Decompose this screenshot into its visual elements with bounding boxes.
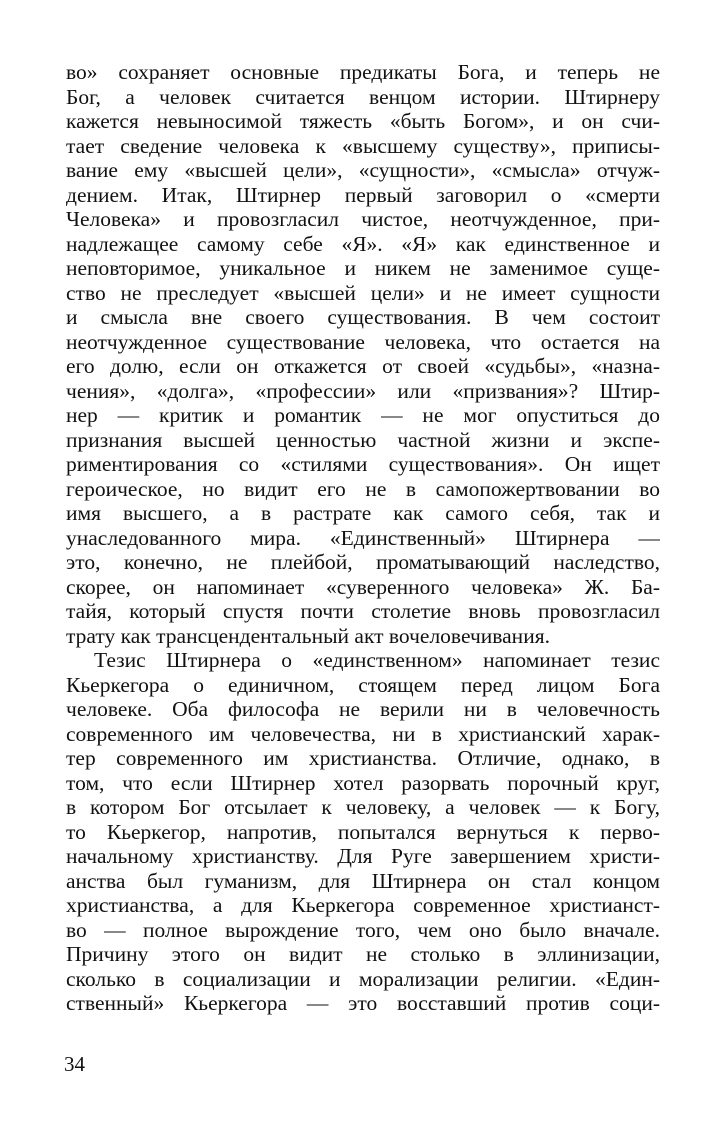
text-line: унаследованного мира. «Единственный» Штирнера — <box>66 525 660 550</box>
text-line: и смысла вне своего существования. В чем состоит <box>66 305 660 329</box>
text-line: Бог, а человек считается венцом истории. Штирнеру <box>66 84 660 109</box>
text-line: его долю, если он откажется от своей «судьбы», «назна- <box>66 354 660 378</box>
text-line: риментирования со «стилями существования». Он ищет <box>66 452 660 476</box>
text-line: героическое, но видит его не в самопожертвовании во <box>66 476 660 501</box>
text-line: во» сохраняет основные предикаты Бога, и теперь не <box>66 60 660 84</box>
text-line: нер — критик и романтик — не мог опуститься до <box>66 403 660 427</box>
text-line: вание ему «высшей цели», «сущности», «смысла» отчуж- <box>66 158 660 182</box>
text-line: ственный» Кьеркегора — это восставший против соци- <box>66 991 660 1015</box>
text-line: неотчужденное существование человека, что остается на <box>66 329 660 354</box>
text-line: трату как трансцендентальный акт вочеловечивания. <box>66 623 550 648</box>
text-line: христианства, а для Кьеркегора современное христианст- <box>66 893 660 917</box>
paragraph <box>66 60 660 648</box>
text-line: тает сведение человека к «высшему существу», приписы- <box>66 133 660 158</box>
text-line: Причину этого он видит не столько в эллинизации, <box>66 942 660 966</box>
text-line: надлежащее самому себе «Я». «Я» как единственное и <box>66 231 660 256</box>
text-line: сколько в социализации и морализации религии. «Един- <box>66 966 660 991</box>
text-line: признания высшей ценностью частной жизни и экспе- <box>66 427 660 452</box>
body-text <box>66 60 660 1016</box>
text-line: Тезис Штирнера о «единственном» напоминает тезис <box>94 648 660 672</box>
text-line: человеке. Оба философа не верили ни в человечность <box>66 697 660 721</box>
text-line: тер современного им христианства. Отличие, однако, в <box>66 746 660 770</box>
text-line: том, что если Штирнер хотел разорвать порочный круг, <box>66 770 660 795</box>
text-line: в котором Бог отсылает к человеку, а человек — к Богу, <box>66 795 660 819</box>
text-line: Человека» и провозгласил чистое, неотчужденное, при- <box>66 207 660 231</box>
text-line: кажется невыносимой тяжесть «быть Богом», и он счи- <box>66 109 660 133</box>
text-line: то Кьеркегор, напротив, попытался вернуться к перво- <box>66 819 660 844</box>
text-line: тайя, который спустя почти столетие вновь провозгласил <box>66 599 660 623</box>
page-number: 34 <box>64 1052 85 1076</box>
text-line: неповторимое, уникальное и никем не заменимое суще- <box>66 256 660 280</box>
text-line: современного им человечества, ни в христианский харак- <box>66 721 660 746</box>
text-line: ство не преследует «высшей цели» и не имеет сущности <box>66 280 660 305</box>
text-line: анства был гуманизм, для Штирнера он стал концом <box>66 868 660 893</box>
text-line: имя высшего, а в растрате как самого себя, так и <box>66 501 660 525</box>
text-line: начальному христианству. Для Руге завершением христи- <box>66 844 660 868</box>
text-line: дением. Итак, Штирнер первый заговорил о «смерти <box>66 182 660 207</box>
text-line: это, конечно, не плейбой, проматывающий наследство, <box>66 550 660 574</box>
text-line: чения», «долга», «профессии» или «призвания»? Штир- <box>66 378 660 403</box>
text-line: во — полное вырождение того, чем оно было вначале. <box>66 917 660 942</box>
text-line: скорее, он напоминает «суверенного человека» Ж. Ба- <box>66 574 660 599</box>
text-line: Кьеркегора о единичном, стоящем перед лицом Бога <box>66 672 660 697</box>
paragraph <box>66 648 660 1016</box>
